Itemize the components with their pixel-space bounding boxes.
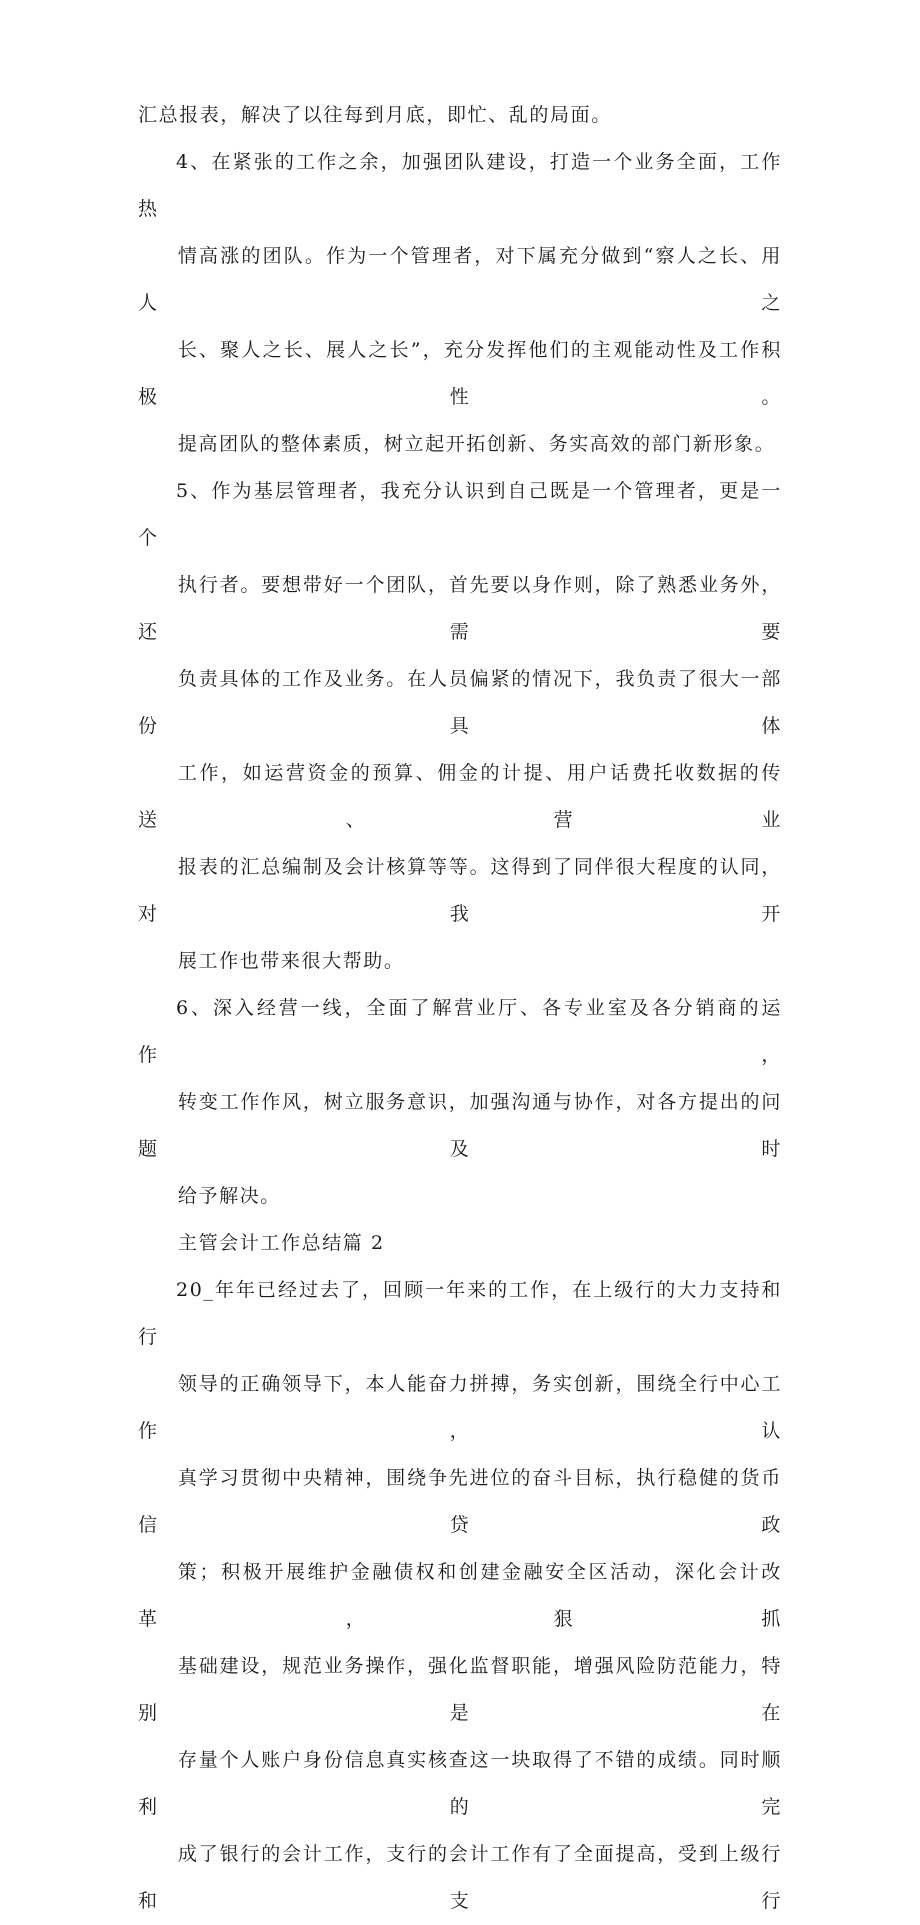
text-line: 存量个人账户身份信息真实核查这一块取得了不错的成绩。同时顺利的完	[138, 1749, 782, 1818]
document-body	[138, 92, 782, 1925]
text-line: 提高团队的整体素质，树立起开拓创新、务实高效的部门新形象。	[177, 433, 776, 455]
text-line: 展工作也带来很大帮助。	[177, 950, 405, 972]
paragraph-item-5	[138, 468, 782, 985]
text-line: 长、聚人之长、展人之长”，充分发挥他们的主观能动性及工作积极性。	[138, 339, 782, 408]
text-line: 4、在紧张的工作之余，加强团队建设，打造一个业务全面，工作热	[138, 151, 782, 220]
text-line: 执行者。要想带好一个团队，首先要以身作则，除了熟悉业务外，还需要	[138, 574, 782, 643]
text-line: 转变工作作风，树立服务意识，加强沟通与协作，对各方提出的问题及时	[138, 1091, 782, 1160]
text-line: 基础建设，规范业务操作，强化监督职能，增强风险防范能力，特别是在	[138, 1655, 782, 1724]
text-line: 情高涨的团队。作为一个管理者，对下属充分做到“察人之长、用人之	[138, 245, 782, 314]
text-line: 策；积极开展维护金融债权和创建金融安全区活动，深化会计改革，狠抓	[138, 1561, 782, 1630]
paragraph-summary-report	[138, 92, 782, 139]
text-line: 6、深入经营一线，全面了解营业厅、各专业室及各分销商的运作，	[138, 997, 782, 1066]
text-line: 真学习贯彻中央精神，围绕争先进位的奋斗目标，执行稳健的货币信贷政	[138, 1467, 782, 1536]
paragraph-item-4	[138, 139, 782, 468]
text-line: 20_年年已经过去了，回顾一年来的工作，在上级行的大力支持和行	[138, 1279, 782, 1348]
text-line: 汇总报表，解决了以往每到月底，即忙、乱的局面。	[138, 104, 612, 126]
text-line: 给予解决。	[177, 1185, 281, 1207]
text-line: 工作，如运营资金的预算、佣金的计提、用户话费托收数据的传送、营业	[138, 762, 782, 831]
paragraph-item-6	[138, 985, 782, 1220]
paragraph-part2-intro	[138, 1267, 782, 1925]
text-line: 负责具体的工作及业务。在人员偏紧的情况下，我负责了很大一部份具体	[138, 668, 782, 737]
text-line: 报表的汇总编制及会计核算等等。这得到了同伴很大程度的认同，对我开	[138, 856, 782, 925]
section-heading: 主管会计工作总结篇 2	[178, 1232, 385, 1254]
text-line: 成了银行的会计工作，支行的会计工作有了全面提高，受到上级行和支行	[138, 1843, 782, 1912]
text-line: 领导的正确领导下，本人能奋力拼搏，务实创新，围绕全行中心工作，认	[138, 1373, 782, 1442]
text-line: 5、作为基层管理者，我充分认识到自己既是一个管理者，更是一个	[138, 480, 782, 549]
